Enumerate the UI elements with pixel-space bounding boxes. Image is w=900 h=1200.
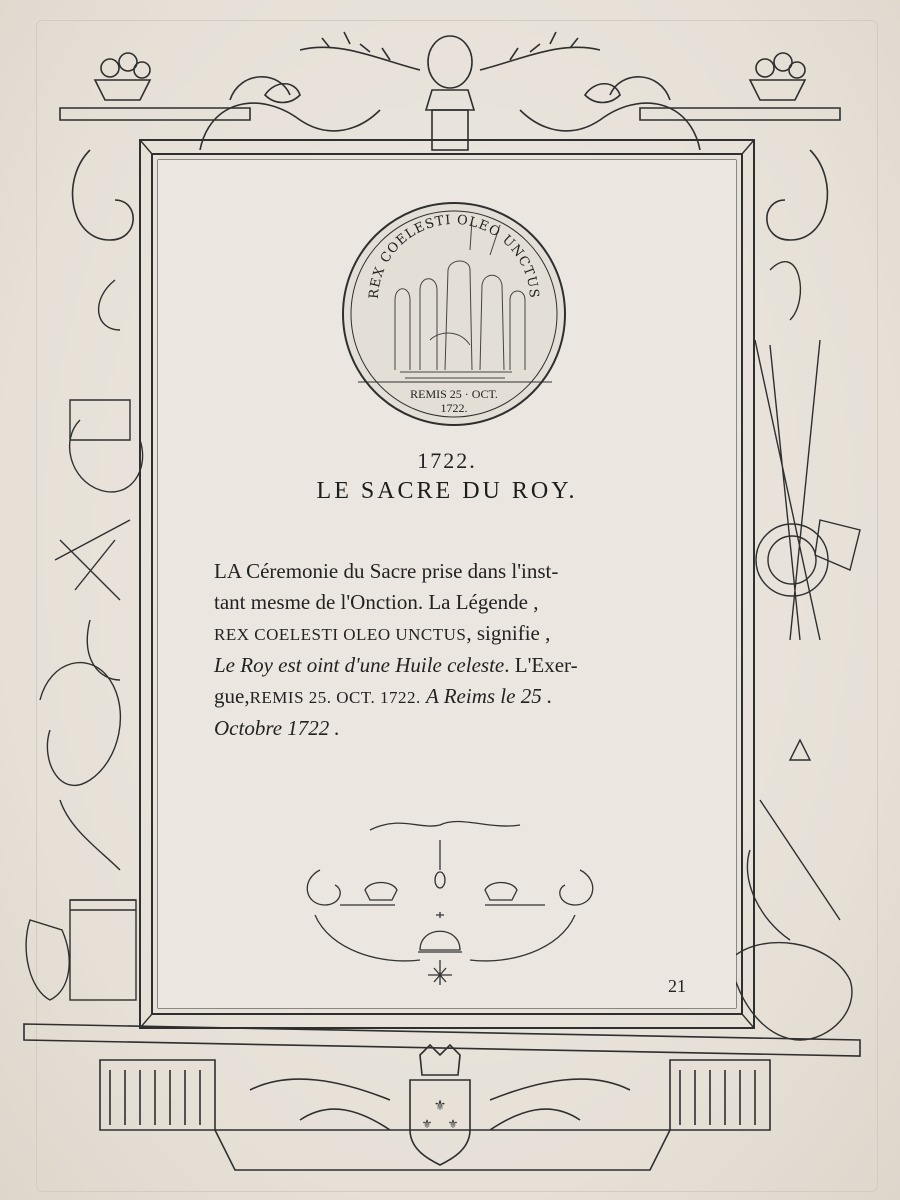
plate-title: LE SACRE DU ROY. <box>316 478 578 504</box>
description-line-2: tant mesme de l'Onction. La Légende , <box>214 590 539 614</box>
svg-text:⚜: ⚜ <box>421 1117 433 1131</box>
description-line-1: LA Céremonie du Sacre prise dans l'inst- <box>214 559 559 583</box>
svg-text:⚜: ⚜ <box>433 1098 447 1114</box>
medal-exergue-line2: 1722. <box>440 401 468 415</box>
legend-caps: REX COELESTI OLEO UNCTUS <box>214 625 467 644</box>
translation-italic: Le Roy est oint d'une Huile celeste <box>214 653 505 677</box>
svg-text:⚜: ⚜ <box>447 1117 459 1131</box>
medal-legend-text: REX COELESTI OLEO UNCTUS <box>366 212 542 300</box>
exergue-caps: REMIS 25. OCT. 1722. <box>249 688 421 707</box>
description-line-6: Octobre 1722 . <box>214 716 340 740</box>
description-line-3-rest: , signifie , <box>466 621 551 645</box>
plate-year: 1722. <box>417 448 477 473</box>
medal-exergue-line1: REMIS 25 · OCT. <box>410 387 498 401</box>
description-line-4-rest: . L'Exer- <box>504 653 578 677</box>
description-line-5-start: gue, <box>214 684 250 708</box>
page-number: 21 <box>668 976 686 996</box>
exergue-translation-italic: A Reims le 25 . <box>426 684 553 708</box>
